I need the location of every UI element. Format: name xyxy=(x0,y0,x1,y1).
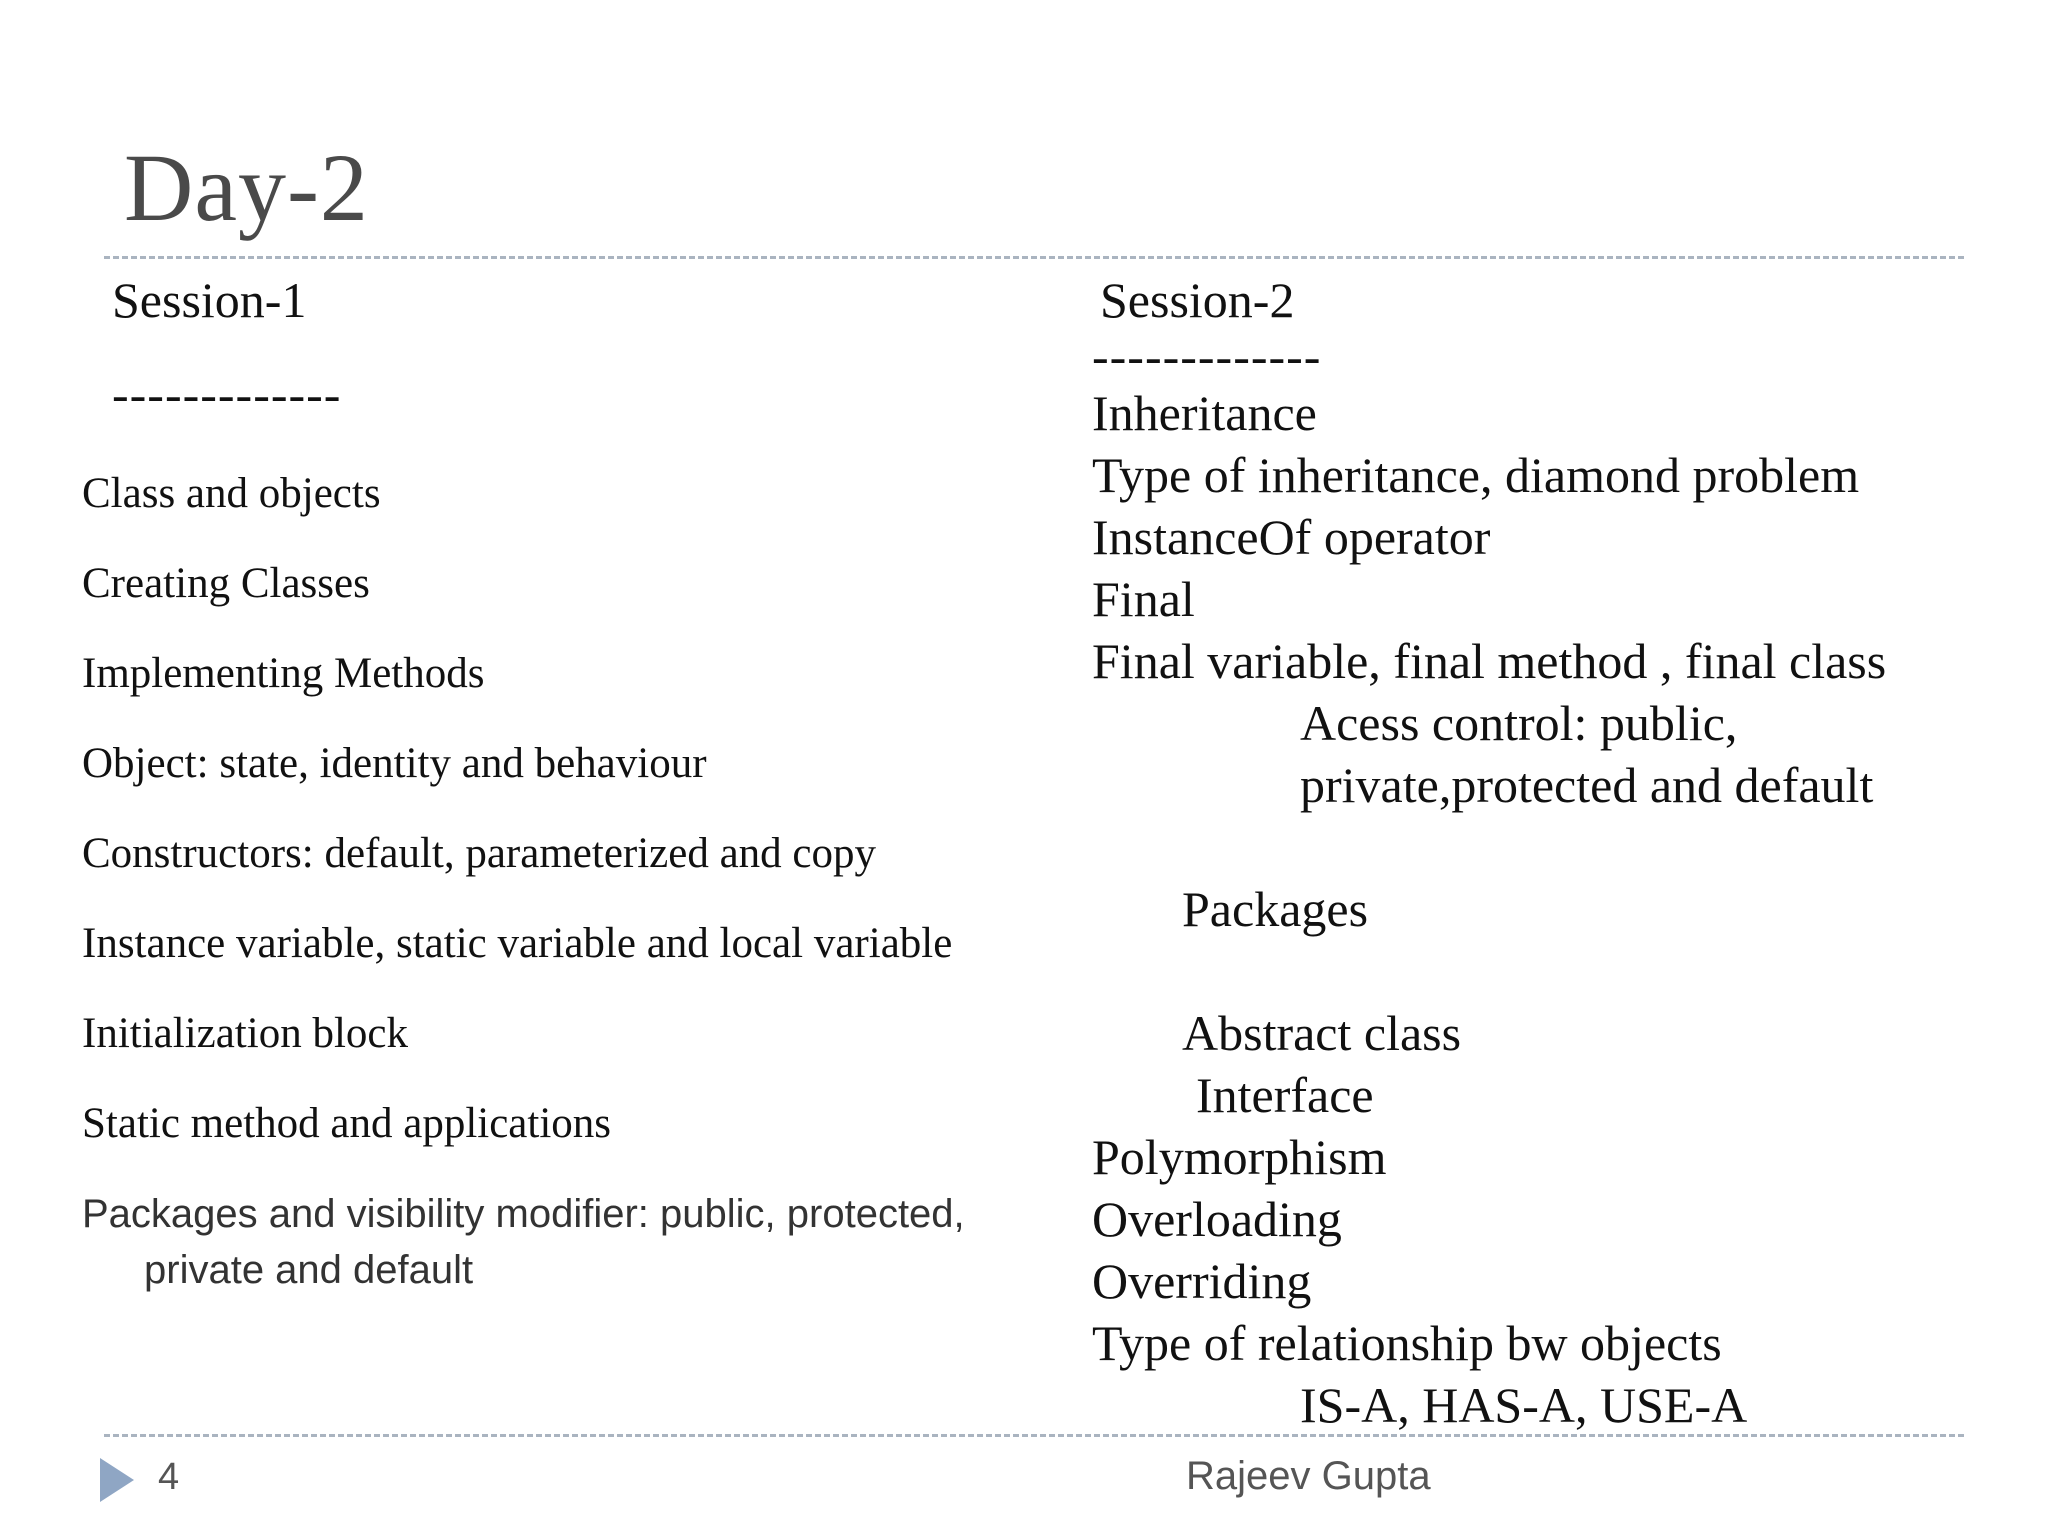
list-item: Inheritance xyxy=(1092,385,1317,441)
list-item: Acess control: public, xyxy=(1300,695,1738,751)
list-item: Final variable, final method , final class xyxy=(1092,633,1887,689)
list-item: Type of relationship bw objects xyxy=(1092,1315,1722,1371)
spacer xyxy=(1092,940,1992,1002)
list-item: Abstract class xyxy=(1182,1005,1462,1061)
session-2-dash-line: ------------- xyxy=(1092,328,1322,384)
session-1-topic-list xyxy=(82,466,982,1298)
list-item: Initialization block xyxy=(82,1010,408,1057)
slide-title: Day-2 xyxy=(124,134,369,241)
list-item: private,protected and default xyxy=(1300,757,1874,813)
footer-author: Rajeev Gupta xyxy=(1186,1454,1431,1498)
list-item: Polymorphism xyxy=(1092,1129,1387,1185)
list-item: Static method and applications xyxy=(82,1100,612,1147)
list-item: Implementing Methods xyxy=(82,650,485,697)
page-number: 4 xyxy=(158,1456,180,1498)
bottom-dashed-divider xyxy=(104,1434,1964,1437)
spacer xyxy=(1092,816,1992,878)
list-item: InstanceOf operator xyxy=(1092,509,1491,565)
list-item: Interface xyxy=(1196,1067,1374,1123)
list-item: Overriding xyxy=(1092,1253,1312,1309)
session-1-column xyxy=(82,270,982,1332)
list-item: Packages and visibility modifier: public, protected, private and default xyxy=(82,1192,965,1292)
list-item: Creating Classes xyxy=(82,560,370,607)
list-item: Overloading xyxy=(1092,1191,1342,1247)
triangle-bullet-icon xyxy=(100,1458,134,1502)
top-dashed-divider xyxy=(104,256,1964,259)
list-item: Packages xyxy=(1182,881,1369,937)
list-item: IS-A, HAS-A, USE-A xyxy=(1300,1377,1748,1433)
list-item: Final xyxy=(1092,571,1195,627)
session-2-heading: Session-2 xyxy=(1100,272,1295,328)
session-1-dash-line: ------------- xyxy=(112,366,342,422)
list-item: Type of inheritance, diamond problem xyxy=(1092,447,1860,503)
list-item: Object: state, identity and behaviour xyxy=(82,740,707,787)
list-item: Constructors: default, parameterized and copy xyxy=(82,830,877,877)
list-item: Class and objects xyxy=(82,470,381,517)
list-item: Instance variable, static variable and local variable xyxy=(82,920,953,967)
session-1-heading: Session-1 xyxy=(112,272,307,328)
session-2-column xyxy=(1092,270,1992,1436)
